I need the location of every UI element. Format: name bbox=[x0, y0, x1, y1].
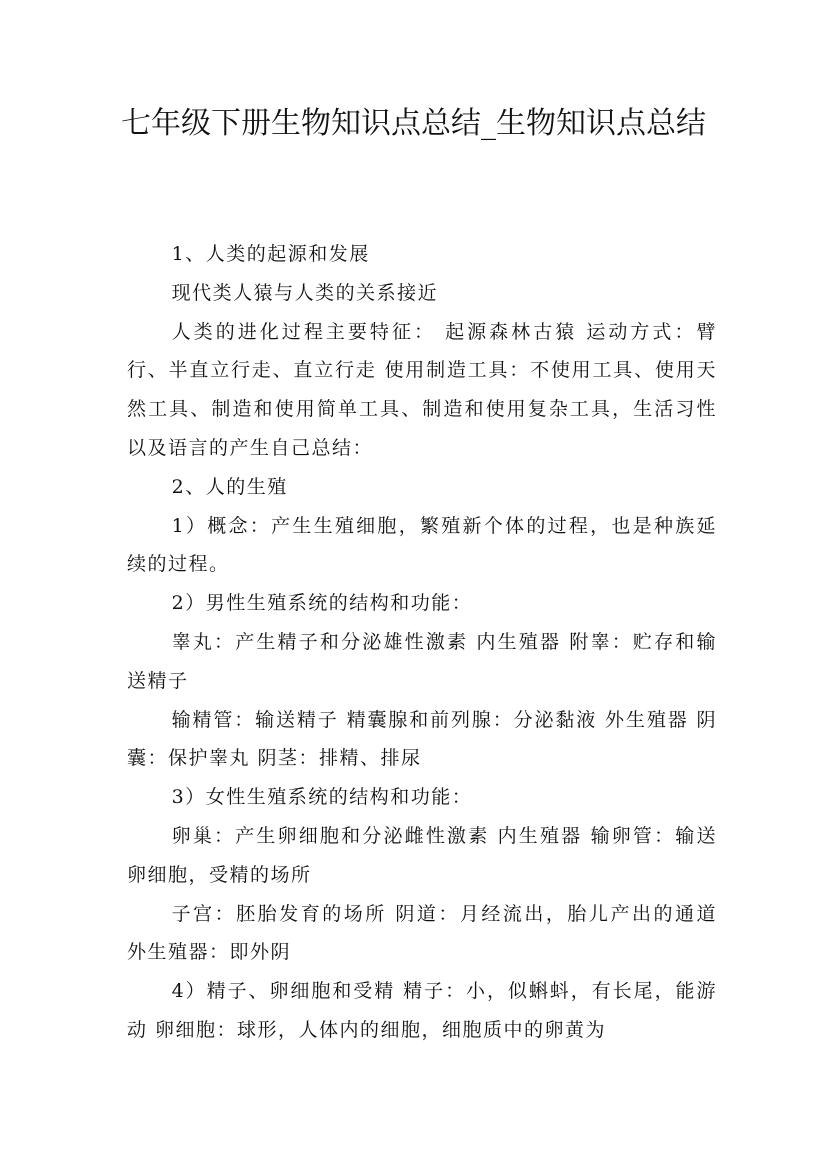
paragraph-origin-heading: 1、人类的起源和发展 bbox=[171, 243, 370, 265]
paragraph-fertilization: 4）精子、卵细胞和受精 精子：小，似蝌蚪，有长尾，能游动 卵细胞：球形，人体内的细胞，细胞质中的卵黄为 bbox=[127, 980, 717, 1041]
paragraph-reproduction-heading: 2、人的生殖 bbox=[171, 475, 288, 498]
paragraph-ovary: 卵巢：产生卵细胞和分泌雌性激素 内生殖器 输卵管：输送卵细胞，受精的场所 bbox=[127, 824, 717, 886]
paragraph-evolution-features: 人类的进化过程主要特征： 起源森林古猿 运动方式：臂行、半直立行走、直立行走 使用制造工具：不使用工具、使用天然工具、制造和使用简单工具、制造和使用复杂工具，生活习性以及语言的产生自己总结： bbox=[127, 320, 717, 459]
paragraph-female-system-heading: 3）女性生殖系统的结构和功能： bbox=[171, 786, 473, 809]
document-body bbox=[127, 235, 717, 1050]
paragraph-reproduction-concept: 1）概念：产生生殖细胞，繁殖新个体的过程，也是种族延续的过程。 bbox=[127, 514, 717, 576]
paragraph-vas-deferens: 输精管：输送精子 精囊腺和前列腺：分泌黏液 外生殖器 阴囊：保护睾丸 阴茎：排精、排尿 bbox=[127, 708, 717, 770]
paragraph-male-system-heading: 2）男性生殖系统的结构和功能： bbox=[171, 592, 473, 615]
paragraph-apes-relation: 现代类人猿与人类的关系接近 bbox=[171, 281, 439, 304]
document-title: 七年级下册生物知识点总结_生物知识点总结 bbox=[121, 106, 706, 141]
paragraph-testis: 睾丸：产生精子和分泌雄性激素 内生殖器 附睾：贮存和输送精子 bbox=[127, 630, 717, 692]
paragraph-uterus: 子宫：胚胎发育的场所 阴道：月经流出，胎儿产出的通道 外生殖器：即外阴 bbox=[127, 902, 717, 964]
